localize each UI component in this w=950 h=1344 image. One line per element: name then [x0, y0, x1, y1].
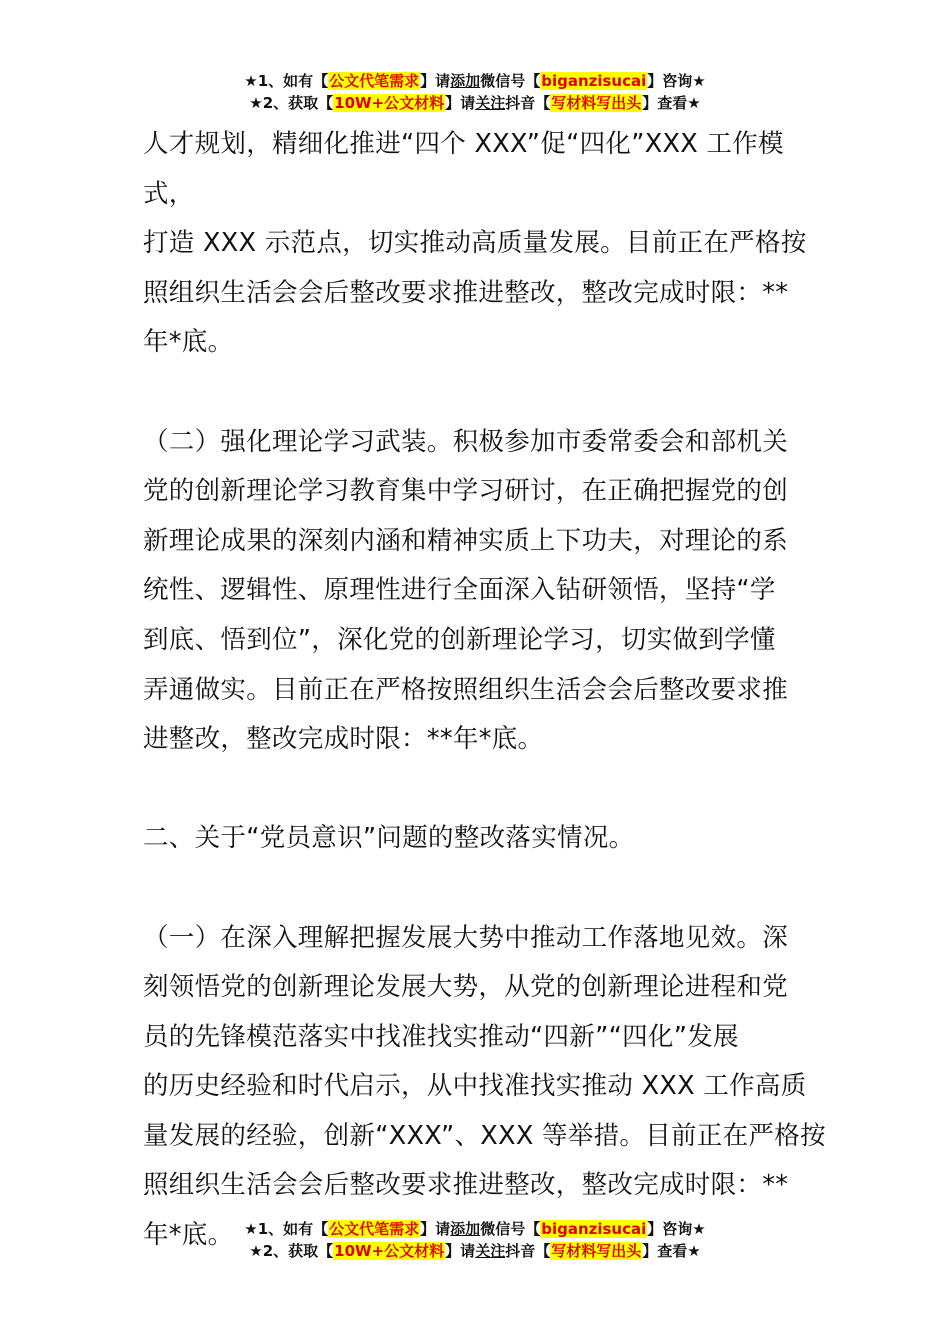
star-icon: ★	[249, 1242, 263, 1260]
text-line: （一）在深入理解把握发展大势中推动工作落地见效。深	[143, 922, 789, 953]
promo-highlight: 10W+公文材料	[334, 1242, 445, 1260]
promo-text: 】请	[445, 1242, 476, 1260]
promo-line-1	[0, 1218, 950, 1240]
star-icon: ★	[244, 1220, 258, 1238]
promo-text: 】查看	[642, 1242, 688, 1260]
text-line: 刻领悟党的创新理论发展大势，从党的创新理论进程和党	[143, 972, 789, 1003]
promo-underlined: 添加	[450, 72, 481, 90]
paragraph-continued	[143, 120, 833, 368]
text-line: 照组织生活会会后整改要求推进整改，整改完成时限：**	[143, 277, 789, 308]
promo-text: 2、获取【	[262, 94, 334, 112]
text-line: 人才规划，精细化推进“四个 XXX”促“四化”XXX 工作模式，	[143, 129, 784, 209]
promo-text: 】咨询	[647, 1220, 693, 1238]
promo-line-1	[0, 70, 950, 92]
text-line: 党的创新理论学习教育集中学习研讨，在正确把握党的创	[143, 476, 789, 507]
promo-underlined: 关注	[475, 1242, 506, 1260]
promo-banner-top	[0, 70, 950, 114]
paragraph-gap	[143, 765, 833, 815]
document-body	[143, 120, 833, 1261]
promo-text: 】咨询	[647, 72, 693, 90]
text-line: 照组织生活会会后整改要求推进整改，整改完成时限：**	[143, 1170, 789, 1201]
text-line: 年*底。	[143, 327, 234, 358]
wechat-id-highlight: biganzisucai	[541, 1220, 647, 1238]
promo-text: 1、如有【	[257, 1220, 329, 1238]
promo-text: 】请	[445, 94, 476, 112]
promo-text: 微信号【	[480, 72, 541, 90]
promo-highlight: 公文代笔需求	[329, 72, 420, 90]
promo-highlight: 公文代笔需求	[329, 1220, 420, 1238]
douyin-highlight: 写材料写出头	[551, 1242, 642, 1260]
promo-text: 】请	[420, 1220, 451, 1238]
douyin-highlight: 写材料写出头	[551, 94, 642, 112]
paragraph-gap	[143, 864, 833, 914]
star-icon: ★	[687, 94, 701, 112]
paragraph-development-trend	[143, 914, 833, 1261]
text-line: （二）强化理论学习武装。积极参加市委常委会和部机关	[143, 426, 789, 457]
promo-underlined: 关注	[475, 94, 506, 112]
star-icon: ★	[687, 1242, 701, 1260]
text-line: 新理论成果的深刻内涵和精神实质上下功夫，对理论的系	[143, 525, 789, 556]
promo-text: 】请	[420, 72, 451, 90]
paragraph-theory-study	[143, 418, 833, 765]
promo-text: 抖音【	[505, 94, 551, 112]
text-line: 弄通做实。目前正在严格按照组织生活会会后整改要求推	[143, 674, 789, 705]
paragraph-gap	[143, 368, 833, 418]
star-icon: ★	[244, 72, 258, 90]
text-line: 二、关于“党员意识”问题的整改落实情况。	[143, 823, 635, 854]
text-line: 员的先锋模范落实中找准找实推动“四新”“四化”发展	[143, 1021, 739, 1052]
promo-highlight: 10W+公文材料	[334, 94, 445, 112]
star-icon: ★	[692, 72, 706, 90]
star-icon: ★	[249, 94, 263, 112]
text-line: 量发展的经验，创新“XXX”、XXX 等举措。目前正在严格按	[143, 1120, 826, 1151]
text-line: 年*底。	[143, 1220, 234, 1251]
promo-text: 】查看	[642, 94, 688, 112]
promo-text: 微信号【	[480, 1220, 541, 1238]
promo-text: 2、获取【	[262, 1242, 334, 1260]
text-line: 统性、逻辑性、原理性进行全面深入钻研领悟，坚持“学	[143, 575, 776, 606]
text-line: 到底、悟到位”，深化党的创新理论学习，切实做到学懂	[143, 624, 776, 655]
promo-underlined: 添加	[450, 1220, 481, 1238]
text-line: 进整改，整改完成时限：**年*底。	[143, 724, 544, 755]
wechat-id-highlight: biganzisucai	[541, 72, 647, 90]
promo-line-2	[0, 1240, 950, 1262]
text-line: 打造 XXX 示范点，切实推动高质量发展。目前正在严格按	[143, 228, 807, 259]
promo-text: 1、如有【	[257, 72, 329, 90]
star-icon: ★	[692, 1220, 706, 1238]
promo-banner-bottom	[0, 1218, 950, 1262]
text-line: 的历史经验和时代启示，从中找准找实推动 XXX 工作高质	[143, 1071, 807, 1102]
promo-line-2	[0, 92, 950, 114]
promo-text: 抖音【	[505, 1242, 551, 1260]
section-heading	[143, 814, 833, 864]
